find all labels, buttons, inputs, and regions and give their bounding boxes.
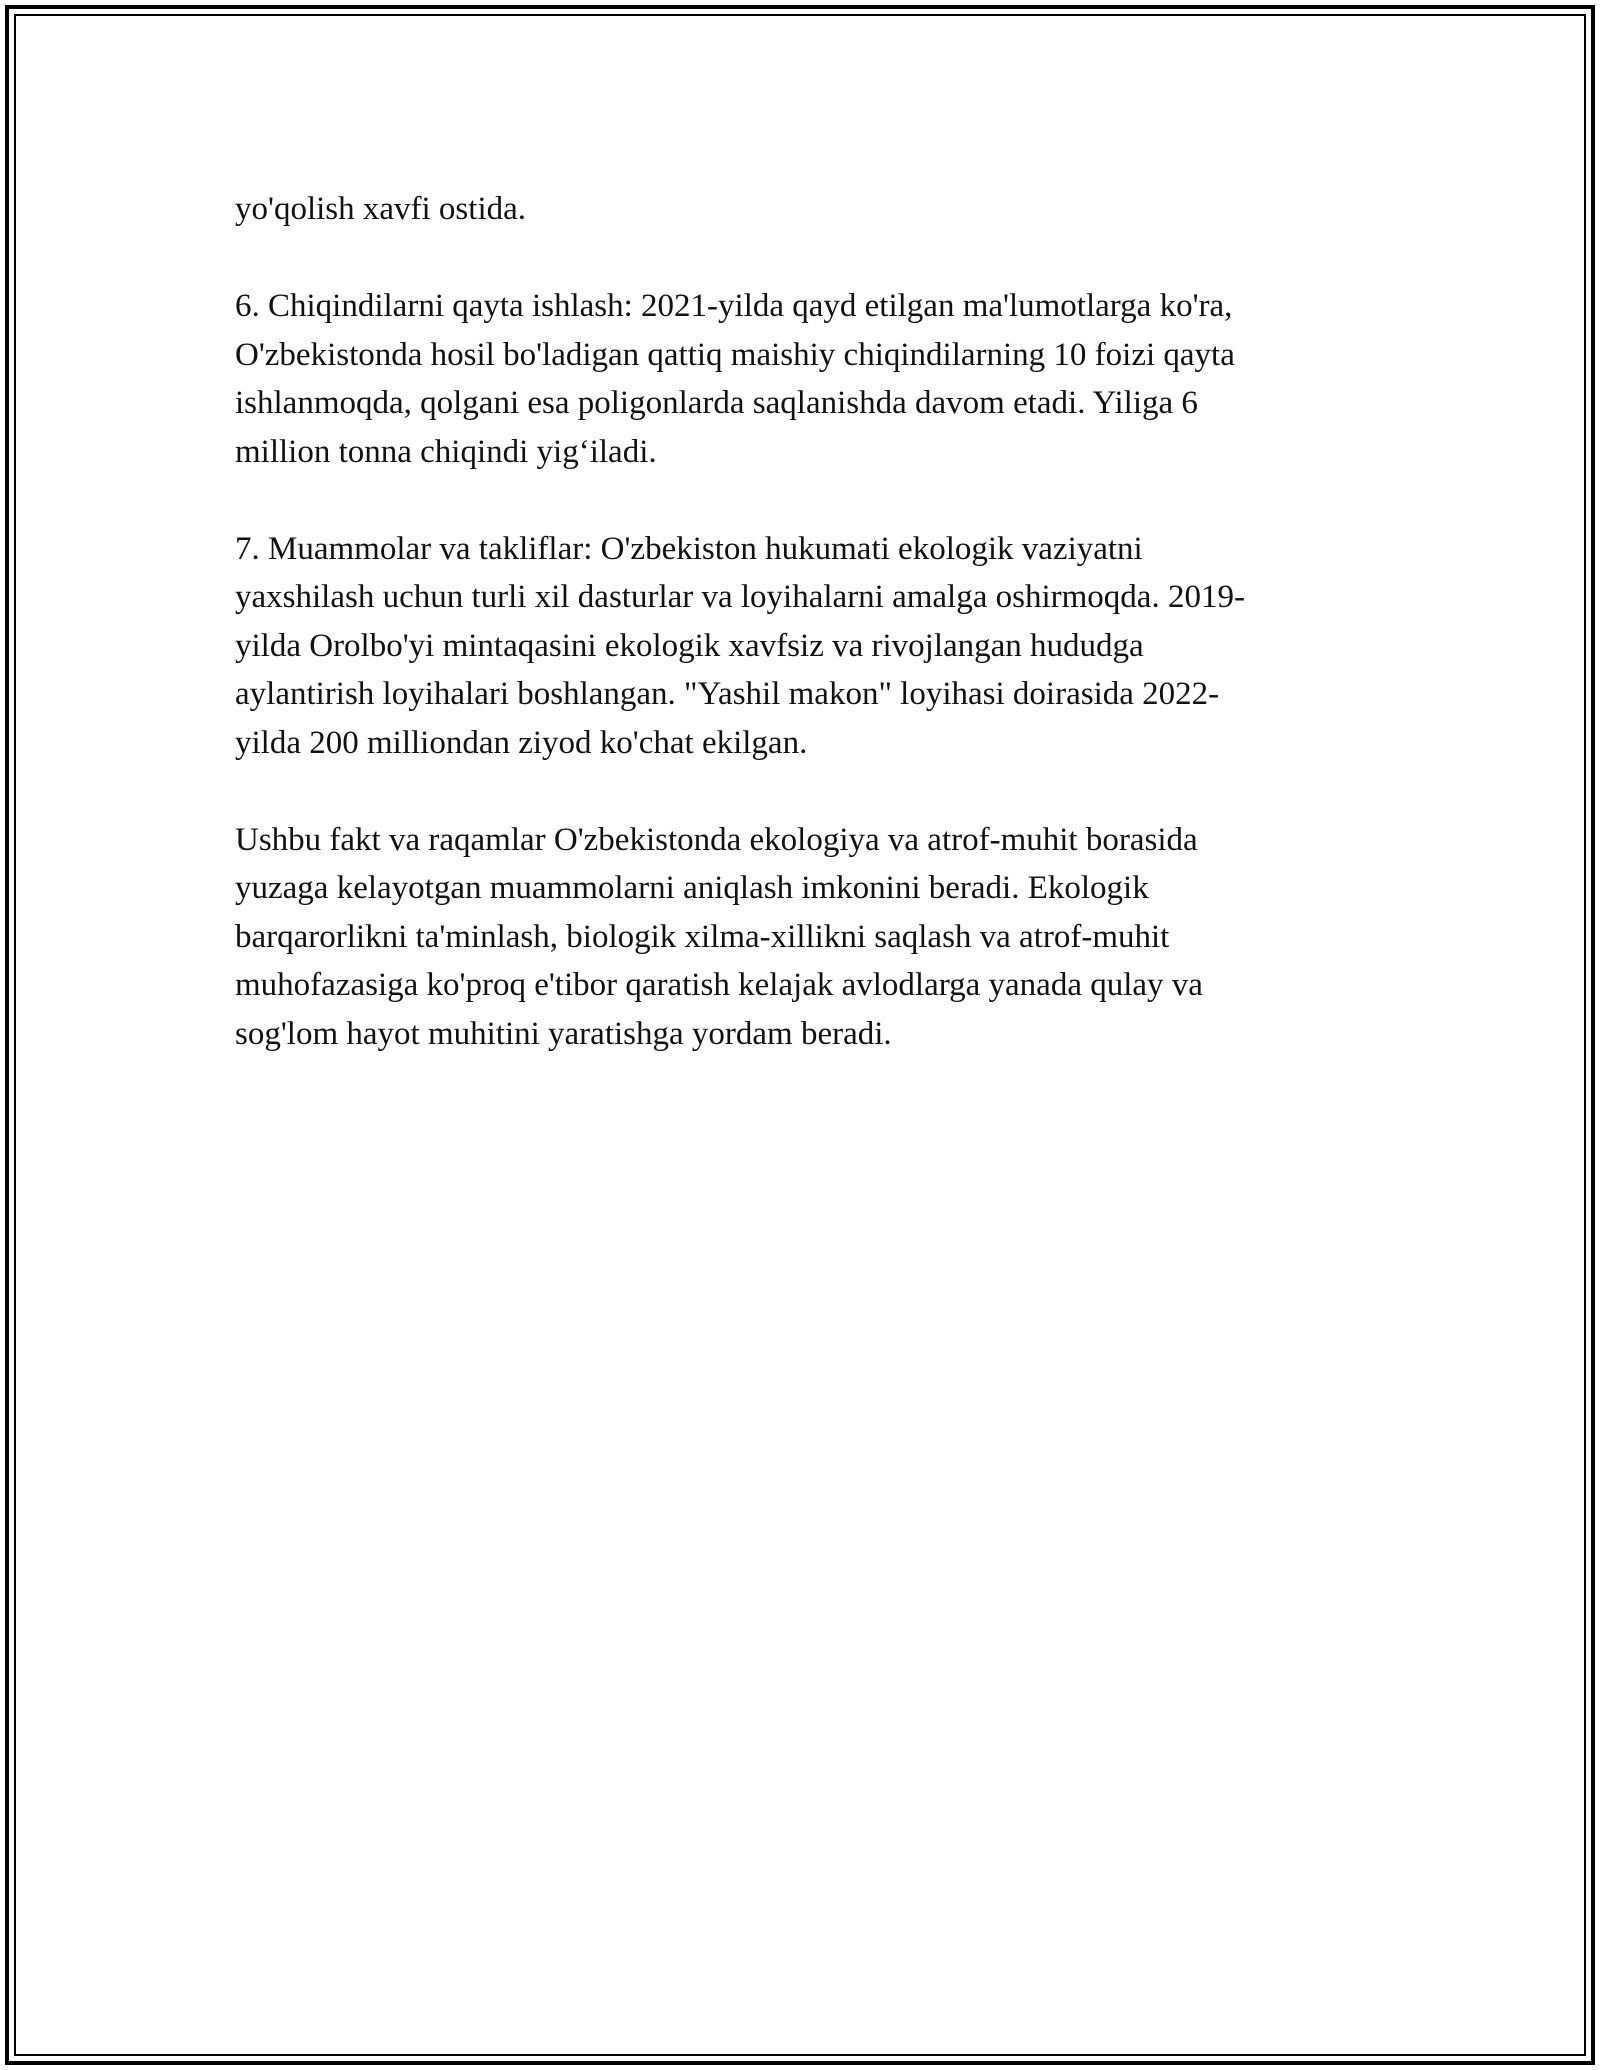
paragraph-continuation: yo'qolish xavfi ostida. <box>235 191 527 227</box>
paragraph-conclusion: Ushbu fakt va raqamlar O'zbekistonda ekologiya va atrof-muhit borasida yuzaga kelayotgan muammolarni aniqlash imkonini beradi. Ekologik barqarorlikni ta'minlash, biologik xilma-xillikni saqlash va atrof-muhit muhofazasiga ko'proq e'tibor qaratish kelajak avlodlarga yanada qulay va sog'lom hayot muhitini yaratishga yordam beradi. <box>235 821 1203 1052</box>
paragraph-problems-proposals: 7. Muammolar va takliflar: O'zbekiston hukumati ekologik vaziyatni yaxshilash uchun turli xil dasturlar va loyihalarni amalga oshirmoqda. 2019- yilda Orolbo'yi mintaqasini ekologik xavfsiz va rivojlangan hududga aylantirish loyihalari boshlangan. "Yashil makon" loyihasi doirasida 2022- yilda 200 milliondan ziyod ko'chat ekilgan. <box>235 530 1245 761</box>
document-body <box>235 185 1395 1107</box>
paragraph-waste-recycling: 6. Chiqindilarni qayta ishlash: 2021-yilda qayd etilgan ma'lumotlarga ko'ra, O'zbekistonda hosil bo'ladigan qattiq maishiy chiqindilarning 10 foizi qayta ishlanmoqda, qolgani esa poligonlarda saqlanishda davom etadi. Yiliga 6 million tonna chiqindi yig‘iladi. <box>235 288 1235 470</box>
